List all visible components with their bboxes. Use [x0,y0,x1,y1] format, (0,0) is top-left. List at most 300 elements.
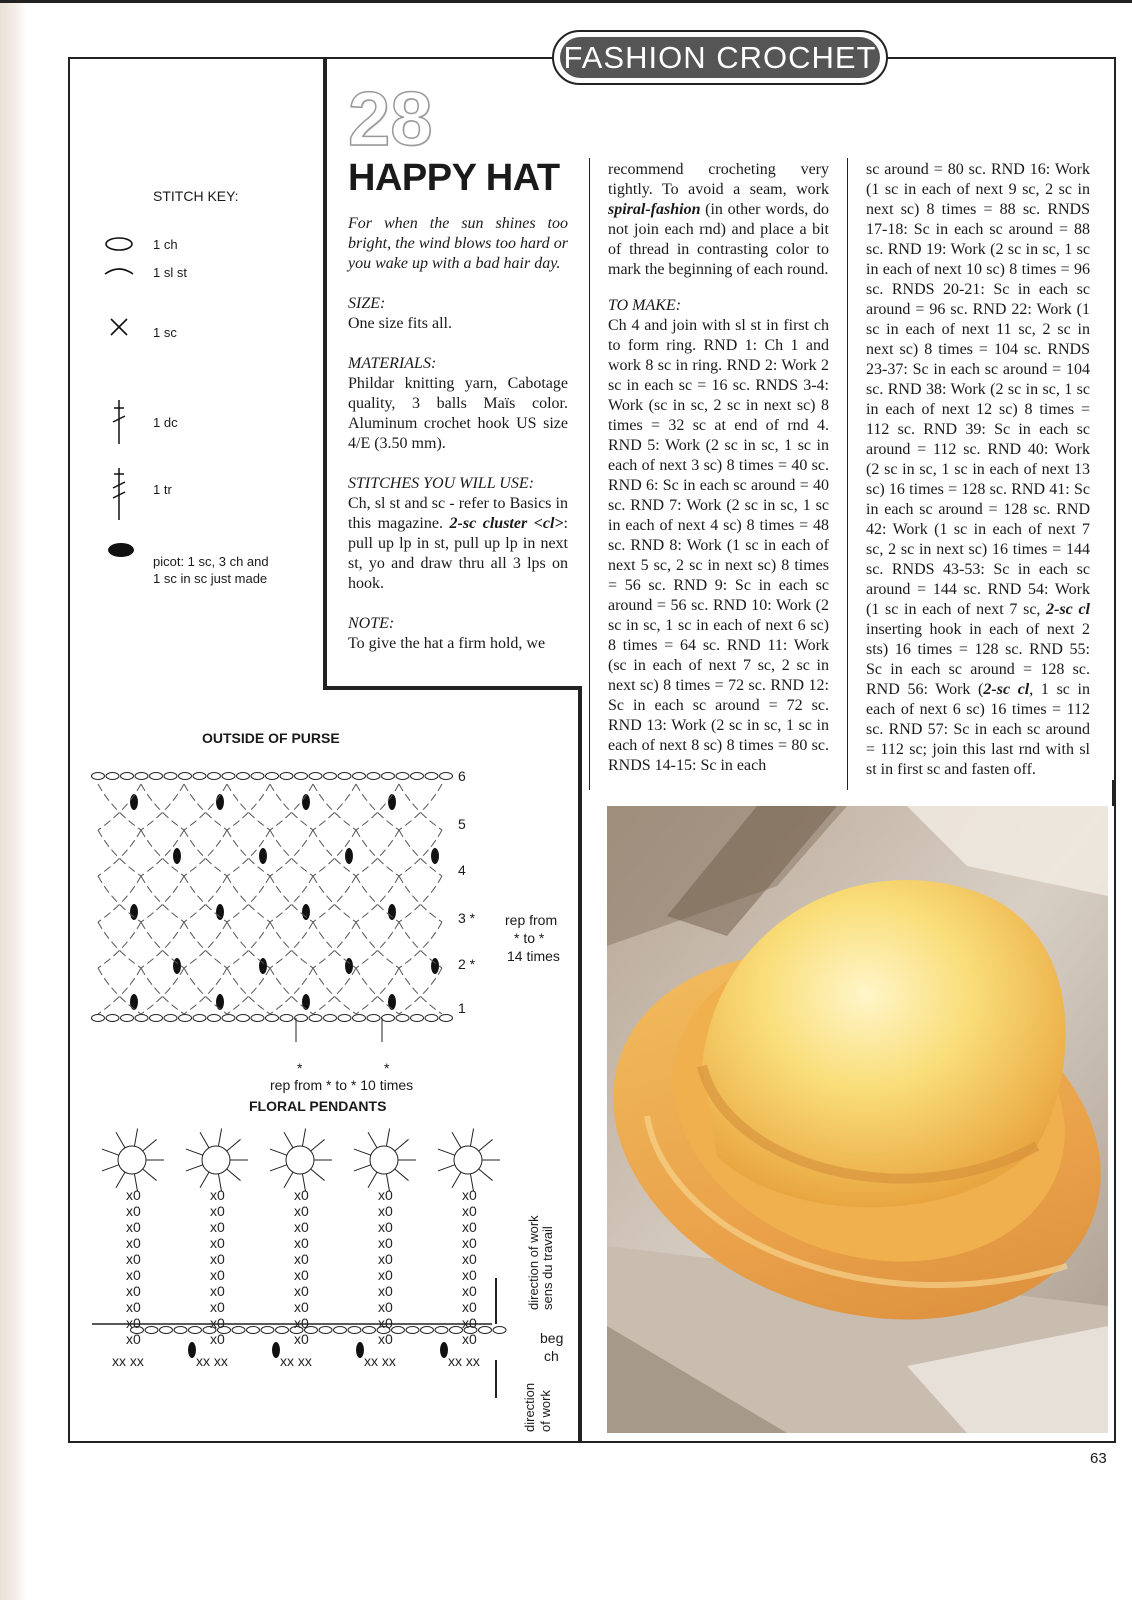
chain-stitch-mark [396,1015,409,1022]
key-tr: 1 tr [153,482,172,497]
chain-loop-mark [399,876,442,922]
petal-stitch-mark [368,1132,377,1148]
chain-loop-mark [399,968,442,1014]
purse-rep-rows-3: 14 times [507,948,560,964]
col2-text-2: (in other words, do not join each rnd) and place a bit of thread in contrasting color to mark the beginning of each round. [608,201,829,278]
chain-stitch-mark [135,1015,148,1022]
stem-stitch-mark: x0 [294,1331,309,1347]
flower-center-mark [370,1146,398,1174]
pendants-direction-en: direction of work [526,1215,541,1310]
size-text: One size fits all. [348,315,452,332]
chain-stitch-mark [309,1015,322,1022]
chain-stitch-mark [440,1015,453,1022]
stitches-text-1: Ch, sl st and sc - refer to Basics in this magazine. [348,495,568,532]
chain-stitch-mark [174,1327,187,1334]
slip-stitch-symbol-icon [105,269,133,274]
chain-stitch-mark [276,1327,289,1334]
chain-symbol-icon [106,238,132,250]
key-sc: 1 sc [153,325,177,340]
petal-stitch-mark [354,1165,371,1171]
col3-text-1: sc around = 80 sc. RND 16: Work (1 sc in each of next 9 sc, 2 sc in next sc) 8 times = 88 sc. RNDS 17-18: Sc in each sc around = 88 sc. RND 19: Work (2 sc in sc, 1 sc in each of next 10 sc) 8 times = 96 sc. RNDS 20-21: Sc in each sc around = 96 sc. RND 22: Work (1 sc in each of next 11 sc, 2 sc in next sc) 8 times = 104 sc. RNDS 23-37: Sc in each sc around = 104 sc. RND 38: Work (2 sc in sc, 1 sc in each of next 12 sc) 8 times = 112 sc. RND 39: Sc in each sc around = 112 sc. RND 40: Work (2 sc in sc, 1 sc in each of next 13 sc) 16 times = 128 sc. RND 41: Sc in each sc around = 128 sc. RND 42: Work (1 sc in each of next 7 sc, 2 sc in next sc) 16 times = 144 sc. RNDS 43-53: Sc in each sc around = 144 sc. RND 54: Work (1 sc in each of next 7 sc, [866,161,1090,618]
chain-stitch-mark [425,1015,438,1022]
petal-stitch-mark [395,1139,409,1151]
stem-stitch-mark: x0 [462,1315,477,1331]
chain-stitch-mark [266,773,279,780]
pattern-intro: For when the sun shines too bright, the wind blows too hard or you wake up with a bad hair day. [348,215,568,272]
picot-mark [216,994,224,1010]
picot-mark [388,994,396,1010]
purse-row-5: 5 [458,816,466,832]
chain-stitch-mark [353,1015,366,1022]
pattern-title: HAPPY HAT [348,157,560,199]
pendants-direction-fr: sens du travail [540,1226,555,1310]
chain-stitch-mark [179,773,192,780]
chain-stitch-mark [479,1327,492,1334]
stem-stitch-mark: x0 [294,1251,309,1267]
chain-loop-mark [184,830,227,876]
chain-stitch-mark [232,1327,245,1334]
chain-loop-mark [227,876,270,922]
stitches-term: 2-sc cluster <cl> [449,515,564,532]
chain-loop-mark [98,830,141,876]
col3-text-3: , 1 sc in each of next 6 sc) 16 times = 112 sc. RND 57: Sc in each sc around = 112 sc; join this last rnd with sl st in first sc and fasten off. [866,681,1090,778]
chain-loop-mark [141,784,184,830]
chain-loop-mark [184,922,227,968]
stem-stitch-mark: x0 [126,1331,141,1347]
chain-loop-mark [313,784,356,830]
col2-text-1: recommend crocheting very tightly. To avoid a seam, work [608,161,829,198]
chain-stitch-mark [189,1327,202,1334]
chain-stitch-mark [121,773,134,780]
stem-stitch-mark: x0 [462,1203,477,1219]
chain-stitch-mark [411,773,424,780]
stem-stitch-mark: x0 [126,1219,141,1235]
picot-mark [173,848,181,864]
chain-stitch-mark [425,773,438,780]
petal-stitch-mark [143,1169,157,1181]
instructions-column-2 [608,160,829,776]
chain-stitch-mark [348,1327,361,1334]
chain-stitch-mark [208,773,221,780]
stem-stitch-mark: x0 [210,1331,225,1347]
section-label: FASHION CROCHET [560,37,880,78]
stem-stitch-mark: x0 [210,1203,225,1219]
stem-stitch-mark: x0 [126,1187,141,1203]
chain-stitch-mark [160,1327,173,1334]
page-gutter [0,0,26,1600]
chain-stitch-mark [396,773,409,780]
chain-stitch-mark [295,773,308,780]
stem-stitch-mark: x0 [378,1331,393,1347]
chain-loop-mark [270,922,313,968]
chain-stitch-mark [450,1327,463,1334]
col3-rule [847,158,848,790]
chain-stitch-mark [406,1327,419,1334]
size-heading: SIZE: [348,295,386,312]
materials-text: Phildar knitting yarn, Cabotage quality, 3 balls Maïs color. Aluminum crochet hook US size 4/E (3.50 mm). [348,375,568,452]
col3-term-2: 2-sc cl [983,681,1030,698]
note-heading: NOTE: [348,615,395,632]
flower-center-mark [454,1146,482,1174]
chain-stitch-mark [367,773,380,780]
key-dc: 1 dc [153,415,178,430]
stem-stitch-mark: x0 [294,1267,309,1283]
chain-stitch-mark [222,773,235,780]
picot-mark [440,1342,448,1358]
stem-stitch-mark: x0 [462,1299,477,1315]
stem-stitch-mark: x0 [462,1187,477,1203]
chain-loop-mark [98,830,141,876]
stem-stitch-mark: x0 [294,1299,309,1315]
chain-stitch-mark [106,1015,119,1022]
petal-stitch-mark [200,1172,209,1188]
petal-stitch-mark [311,1139,325,1151]
flower-center-mark [202,1146,230,1174]
picot-mark [130,794,138,810]
petal-stitch-mark [438,1165,455,1171]
chain-loop-mark [141,968,184,1014]
note-section [348,614,568,654]
chain-stitch-mark [145,1327,158,1334]
chain-stitch-mark [150,1015,163,1022]
chain-stitch-mark [251,1015,264,1022]
to-make-heading: TO MAKE: [608,297,682,314]
picot-mark [188,1342,196,1358]
petal-stitch-mark [116,1132,125,1148]
chain-loop-mark [227,876,270,922]
chain-loop-mark [399,784,442,830]
pendants-beg-2: ch [544,1348,559,1364]
chain-loop-mark [399,968,442,1014]
petal-stitch-mark [302,1128,305,1146]
stem-stitch-mark: x0 [378,1315,393,1331]
chain-stitch-mark [382,1015,395,1022]
stem-stitch-mark: x0 [210,1219,225,1235]
petal-stitch-mark [186,1165,203,1171]
stem-stitch-mark: x0 [378,1267,393,1283]
stitches-heading: STITCHES YOU WILL USE: [348,475,534,492]
stem-stitch-mark: x0 [294,1315,309,1331]
picot-mark [130,904,138,920]
chain-loop-mark [313,968,356,1014]
text-box-left-rule [323,57,327,688]
chain-loop-mark [399,784,442,830]
chain-loop-mark [98,922,141,968]
petal-stitch-mark [311,1169,325,1181]
purse-row-2: 2 * [458,956,476,972]
chain-stitch-mark [382,773,395,780]
picot-mark [388,904,396,920]
stem-stitch-mark: x0 [378,1203,393,1219]
stem-stitch-mark: x0 [378,1219,393,1235]
chain-stitch-mark [493,1327,506,1334]
chain-stitch-mark [324,1015,337,1022]
instructions-column-3 [866,160,1090,780]
petal-stitch-mark [479,1139,493,1151]
chain-stitch-mark [261,1327,274,1334]
col2-term: spiral-fashion [608,201,701,218]
chain-stitch-mark [237,773,250,780]
petal-stitch-mark [270,1165,287,1171]
petal-stitch-mark [102,1149,119,1155]
petal-stitch-mark [102,1165,119,1171]
petal-stitch-mark [284,1132,293,1148]
stem-stitch-mark: x0 [378,1235,393,1251]
col3-term-1: 2-sc cl [1046,601,1090,618]
chain-loop-mark [313,876,356,922]
base-stitch-mark: xx xx [112,1353,144,1369]
chain-loop-mark [270,922,313,968]
to-make-text: Ch 4 and join with sl st in first ch to form ring. RND 1: Ch 1 and work 8 sc in ring. RND 2: Work 2 sc in each sc = 16 sc. RNDS 3-4: Work (sc in sc, 2 sc in next sc) 8 times = 32 sc at end of rnd 4. RND 5: Work (2 sc in sc, 1 sc in each of next 3 sc) 8 times = 40 sc. RND 6: Sc in each sc around = 40 sc. RND 7: Work (2 sc in sc, 1 sc in each of next 4 sc) 8 times = 48 sc. RND 8: Work (1 sc in each of next 5 sc, 2 sc in next sc) 8 times = 56 sc. RND 9: Sc in each sc around = 56 sc. RND 10: Work (2 sc in sc, 1 sc in each of next 6 sc) 8 times = 64 sc. RND 11: Work (sc in each of next 7 sc, 2 sc in next sc) 8 times = 72 sc. RND 12: Sc in each sc around = 72 sc. RND 13: Work (2 sc in sc, 1 sc in each of next 8 sc) 8 times = 80 sc. RNDS 14-15: Sc in each [608,317,829,774]
petal-stitch-mark [134,1128,137,1146]
chain-loop-mark [313,876,356,922]
stem-stitch-mark: x0 [294,1219,309,1235]
col3-text-2: inserting hook in each of next 2 sts) 16 times = 128 sc. RND 55: Sc in each sc around = 128 sc. RND 56: Work ( [866,621,1090,698]
stem-stitch-mark: x0 [462,1283,477,1299]
petal-stitch-mark [354,1149,371,1155]
petal-stitch-mark [479,1169,493,1181]
picot-mark [216,794,224,810]
petal-stitch-mark [386,1128,389,1146]
chain-loop-mark [356,830,399,876]
stem-stitch-mark: x0 [126,1315,141,1331]
stem-stitch-mark: x0 [378,1299,393,1315]
chain-stitch-mark [164,773,177,780]
stem-stitch-mark: x0 [294,1187,309,1203]
stem-stitch-mark: x0 [126,1283,141,1299]
picot-mark [345,848,353,864]
pattern-number: 28 [348,77,433,162]
materials-section [348,354,568,454]
chain-stitch-mark [309,773,322,780]
chain-stitch-mark [251,773,264,780]
petal-stitch-mark [270,1149,287,1155]
size-section [348,294,568,334]
chain-loop-mark [98,922,141,968]
chain-stitch-mark [247,1327,260,1334]
key-sl-st: 1 sl st [153,265,187,280]
purse-row-1: 1 [458,1000,466,1016]
double-crochet-symbol-icon [113,400,125,444]
chain-stitch-mark [363,1327,376,1334]
stem-stitch-mark: x0 [210,1187,225,1203]
base-stitch-mark: xx xx [448,1353,480,1369]
right-tick [1112,780,1115,806]
stem-stitch-mark: x0 [126,1267,141,1283]
purse-chart-title: OUTSIDE OF PURSE [202,730,340,746]
chain-stitch-mark [237,1015,250,1022]
chain-stitch-mark [338,773,351,780]
petal-stitch-mark [284,1172,293,1188]
top-rule [0,0,1132,3]
purse-rep-rows-2: * to * [514,930,545,946]
chain-stitch-mark [280,773,293,780]
stem-stitch-mark: x0 [210,1251,225,1267]
stem-stitch-mark: x0 [462,1267,477,1283]
chain-stitch-mark [179,1015,192,1022]
center-column-rule [578,686,582,1443]
single-crochet-symbol-icon [111,319,127,335]
chain-loop-mark [399,876,442,922]
stem-stitch-mark: x0 [462,1219,477,1235]
chain-stitch-mark [319,1327,332,1334]
petal-stitch-mark [143,1139,157,1151]
chain-loop-mark [227,784,270,830]
treble-crochet-symbol-icon [113,468,125,520]
stem-stitch-mark: x0 [126,1203,141,1219]
purse-row-3: 3 * [458,910,476,926]
stem-stitch-mark: x0 [126,1235,141,1251]
chain-stitch-mark [222,1015,235,1022]
chain-loop-mark [141,876,184,922]
picot-mark [302,994,310,1010]
col2-rule [589,158,590,790]
chain-stitch-mark [440,773,453,780]
purse-row-4: 4 [458,862,466,878]
purse-rep-rows-1: rep from [505,912,558,928]
chain-stitch-mark [92,773,105,780]
chain-stitch-mark [266,1015,279,1022]
purse-row-6: 6 [458,768,466,784]
chain-loop-mark [227,968,270,1014]
petal-stitch-mark [470,1128,473,1146]
pendants-chart-diagram [92,1128,512,1418]
key-picot-2: 1 sc in sc just made [153,571,268,586]
chain-stitch-mark [338,1015,351,1022]
purse-rep-sts: rep from * to * 10 times [270,1077,414,1093]
chain-loop-mark [313,784,356,830]
chain-stitch-mark [421,1327,434,1334]
chain-stitch-mark [411,1015,424,1022]
stem-stitch-mark: x0 [210,1267,225,1283]
stem-stitch-mark: x0 [462,1235,477,1251]
stem-stitch-mark: x0 [210,1315,225,1331]
chain-loop-mark [270,830,313,876]
petal-stitch-mark [227,1169,241,1181]
chain-stitch-mark [121,1015,134,1022]
stem-stitch-mark: x0 [210,1283,225,1299]
chain-loop-mark [356,922,399,968]
chain-loop-mark [270,830,313,876]
chain-stitch-mark [106,773,119,780]
hat-photo [607,806,1108,1433]
chain-loop-mark [313,968,356,1014]
stem-stitch-mark: x0 [126,1251,141,1267]
note-text: To give the hat a firm hold, we [348,635,546,652]
petal-stitch-mark [452,1132,461,1148]
petal-stitch-mark [438,1149,455,1155]
chain-stitch-mark [353,773,366,780]
chain-stitch-mark [435,1327,448,1334]
petal-stitch-mark [395,1169,409,1181]
base-stitch-mark: xx xx [280,1353,312,1369]
stem-stitch-mark: x0 [378,1187,393,1203]
picot-symbol-icon [108,543,134,557]
stem-stitch-mark: x0 [378,1251,393,1267]
petal-stitch-mark [186,1149,203,1155]
chain-loop-mark [184,922,227,968]
chain-loop-mark [141,876,184,922]
petal-stitch-mark [227,1139,241,1151]
stitches-section [348,474,568,594]
purse-star-1: * [297,1060,303,1076]
chain-loop-mark [227,784,270,830]
purse-star-2: * [384,1060,390,1076]
base-stitch-mark: xx xx [364,1353,396,1369]
stem-stitch-mark: x0 [210,1235,225,1251]
chain-loop-mark [356,922,399,968]
petal-stitch-mark [368,1172,377,1188]
chain-stitch-mark [135,773,148,780]
hat-illustration [607,806,1108,1433]
chain-stitch-mark [367,1015,380,1022]
chain-stitch-mark [324,773,337,780]
stem-stitch-mark: x0 [294,1203,309,1219]
chain-stitch-mark [193,1015,206,1022]
page-number: 63 [1090,1450,1107,1467]
section-banner [552,30,888,85]
stem-stitch-mark: x0 [294,1283,309,1299]
stem-stitch-mark: x0 [126,1299,141,1315]
stem-stitch-mark: x0 [462,1251,477,1267]
picot-mark [216,904,224,920]
chain-loop-mark [356,830,399,876]
key-picot-1: picot: 1 sc, 3 ch and [153,554,269,569]
stem-stitch-mark: x0 [210,1299,225,1315]
stem-stitch-mark: x0 [294,1235,309,1251]
picot-mark [130,994,138,1010]
text-box-bottom-rule [323,686,580,690]
chain-stitch-mark [334,1327,347,1334]
picot-mark [272,1342,280,1358]
pendants-chart-title: FLORAL PENDANTS [249,1098,387,1114]
pendants-beg-1: beg [540,1330,564,1346]
chain-loop-mark [227,968,270,1014]
stem-stitch-mark: x0 [462,1331,477,1347]
chain-loop-mark [141,784,184,830]
pendants-dir-work-1: direction [522,1382,537,1432]
flower-center-mark [286,1146,314,1174]
chain-stitch-mark [150,773,163,780]
chain-stitch-mark [392,1327,405,1334]
picot-mark [302,794,310,810]
picot-mark [302,904,310,920]
stitches-text-2: : pull up lp in st, pull up lp in next st, yo and draw thru all 3 lps on hook. [348,515,568,592]
petal-stitch-mark [116,1172,125,1188]
chain-loop-mark [184,830,227,876]
picot-mark [259,848,267,864]
picot-mark [356,1342,364,1358]
stitch-key-title: STITCH KEY: [153,188,239,204]
petal-stitch-mark [218,1128,221,1146]
flower-center-mark [118,1146,146,1174]
picot-mark [388,794,396,810]
chain-stitch-mark [280,1015,293,1022]
pendants-dir-work-2: of work [538,1390,553,1432]
key-ch: 1 ch [153,237,178,252]
petal-stitch-mark [452,1172,461,1188]
picot-mark [431,848,439,864]
chain-stitch-mark [193,773,206,780]
chain-stitch-mark [92,1015,105,1022]
petal-stitch-mark [200,1132,209,1148]
chain-stitch-mark [208,1015,221,1022]
chain-stitch-mark [164,1015,177,1022]
stitch-key-symbols [100,230,140,560]
materials-heading: MATERIALS: [348,355,437,372]
stem-stitch-mark: x0 [378,1283,393,1299]
base-stitch-mark: xx xx [196,1353,228,1369]
